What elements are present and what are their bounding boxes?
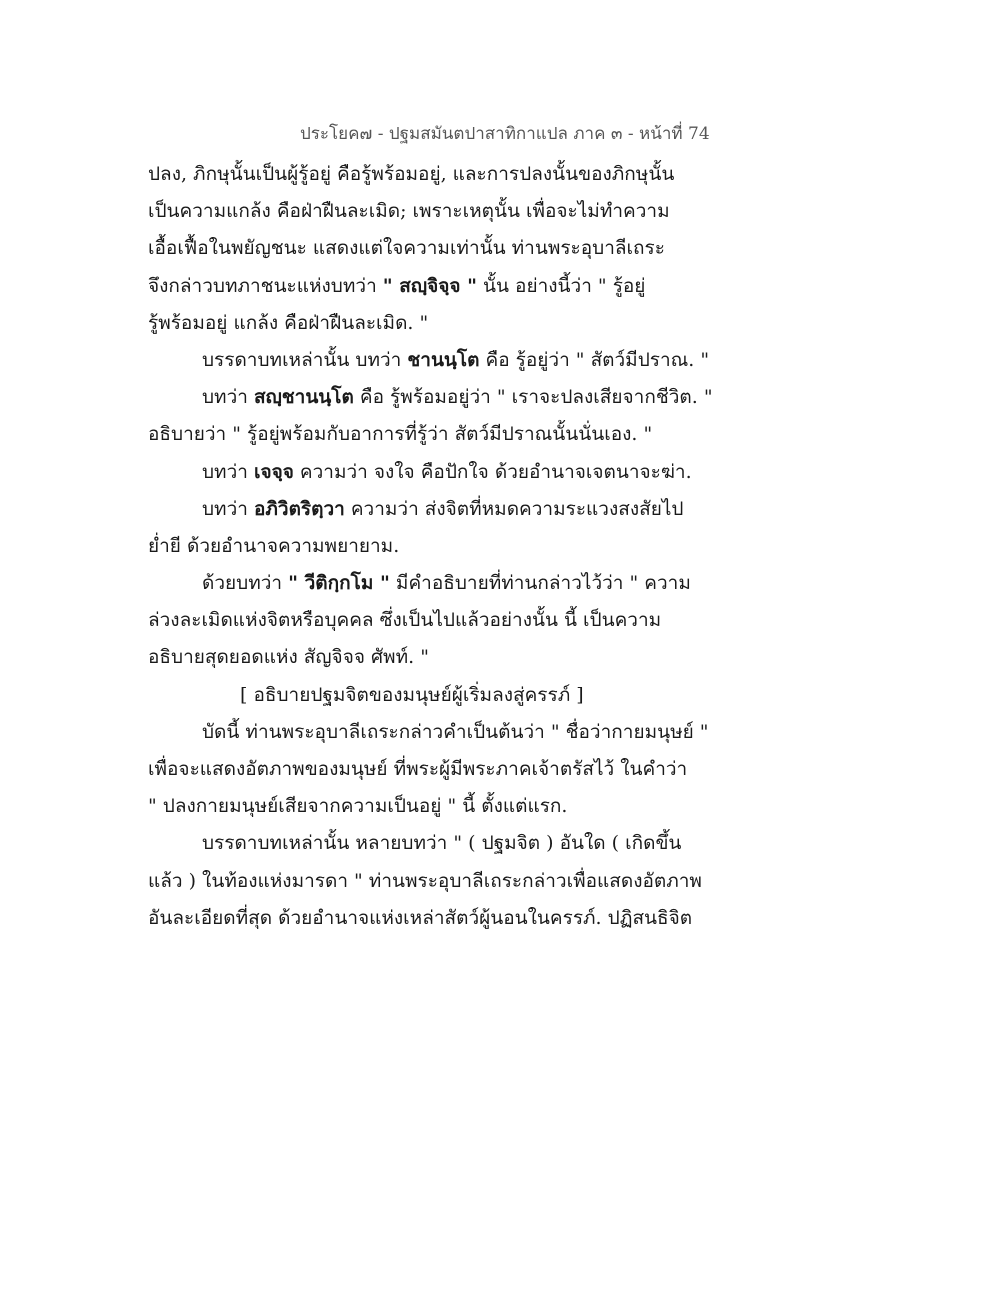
text-line <box>148 639 708 676</box>
paragraph-start-line <box>148 565 708 602</box>
text-line <box>148 268 708 305</box>
text-segment: เป็นความแกล้ง คือฝ่าฝืนละเมิด; เพราะเหตุนั้น เพื่อจะไม่ทำความ <box>148 200 670 223</box>
text-line <box>148 416 708 453</box>
text-line <box>148 193 708 230</box>
paragraph-start-line <box>148 379 713 416</box>
paragraph-start-line <box>148 825 708 862</box>
paragraph-start-line <box>148 491 708 528</box>
text-segment: เพื่อจะแสดงอัตภาพของมนุษย์ ที่พระผู้มีพระภาคเจ้าตรัสไว้ ในคำว่า <box>148 758 688 780</box>
text-segment: อันละเอียดที่สุด ด้วยอำนาจแห่งเหล่าสัตว์ผู้นอนในครรภ์. ปฏิสนธิจิต <box>148 906 693 929</box>
pali-term-bold: ชานนฺโต <box>407 348 480 371</box>
paragraph-start-line <box>148 454 708 491</box>
text-segment: บรรดาบทเหล่านั้น หลายบทว่า " ( ปฐมจิต ) อันใด ( เกิดขึ้น <box>202 832 682 855</box>
text-segment: แล้ว ) ในท้องแห่งมารดา " ท่านพระอุบาลีเถระกล่าวเพื่อแสดงอัตภาพ <box>148 869 702 892</box>
text-segment: บทว่า <box>202 497 254 520</box>
text-segment: ด้วยบทว่า <box>202 572 289 595</box>
text-segment: เอื้อเฟื้อในพยัญชนะ แสดงแต่ใจความเท่านั้น ท่านพระอุบาลีเถระ <box>148 237 665 260</box>
pali-term-bold: สญฺชานนฺโต <box>253 386 354 409</box>
text-segment: จึงกล่าวบทภาชนะแห่งบทว่า <box>148 274 383 297</box>
text-segment: รู้พร้อมอยู่ แกล้ง คือฝ่าฝืนละเมิด. " <box>148 311 429 334</box>
running-header: ประโยค๗ - ปฐมสมันตปาสาทิกาแปล ภาค ๓ - หน้าที่ 74 <box>300 124 710 144</box>
text-segment: บทว่า <box>202 386 254 409</box>
body-text <box>148 156 713 937</box>
section-heading-text: [ อธิบายปฐมจิตของมนุษย์ผู้เริ่มลงสู่ครรภ์ ] <box>240 683 584 706</box>
text-segment: " ปลงกายมนุษย์เสียจากความเป็นอยู่ " นี้ ตั้งแต่แรก. <box>148 795 568 818</box>
text-segment: ความว่า ส่งจิตที่หมดความระแวงสงสัยไป <box>344 497 684 520</box>
pali-term-bold: " สญฺจิจฺจ " <box>382 274 477 297</box>
text-segment: มีคำอธิบายที่ท่านกล่าวไว้ว่า " ความ <box>389 572 691 595</box>
paragraph-start-line <box>148 714 708 751</box>
text-segment: บัดนี้ ท่านพระอุบาลีเถระกล่าวคำเป็นต้นว่า " ชื่อว่ากายมนุษย์ " <box>202 720 709 743</box>
text-line <box>148 788 708 825</box>
text-segment: อธิบายว่า " รู้อยู่พร้อมกับอาการที่รู้ว่า สัตว์มีปราณนั้นนั่นเอง. " <box>148 423 653 446</box>
text-line <box>148 305 708 342</box>
text-segment: คือ รู้พร้อมอยู่ว่า " เราจะปลงเสียจากชีวิต. " <box>353 386 713 409</box>
text-segment: ย่ำยี ด้วยอำนาจความพยายาม. <box>148 534 400 557</box>
text-line <box>148 751 708 788</box>
pali-term-bold: อภิวิตริตฺวา <box>253 497 345 520</box>
text-line <box>148 602 708 639</box>
text-segment: บรรดาบทเหล่านั้น บทว่า <box>202 348 408 371</box>
pali-term-bold: " วีติกฺกโม " <box>288 572 390 595</box>
text-segment: ความว่า จงใจ คือปักใจ ด้วยอำนาจเจตนาจะฆ่า. <box>293 460 692 483</box>
text-segment: ปลง, ภิกษุนั้นเป็นผู้รู้อยู่ คือรู้พร้อมอยู่, และการปลงนั้นของภิกษุนั้น <box>148 163 675 185</box>
paragraph-start-line <box>148 342 708 379</box>
text-line <box>148 230 708 267</box>
text-segment: ล่วงละเมิดแห่งจิตหรือบุคคล ซึ่งเป็นไปแล้วอย่างนั้น นี้ เป็นความ <box>148 609 662 632</box>
text-segment: อธิบายสุดยอดแห่ง สัญจิจจ ศัพท์. " <box>148 646 429 669</box>
text-line <box>148 156 708 193</box>
text-segment: นั้น อย่างนี้ว่า " รู้อยู่ <box>477 274 646 297</box>
text-segment: บทว่า <box>202 460 254 483</box>
pali-term-bold: เจจฺจ <box>253 460 294 483</box>
text-line <box>148 900 708 937</box>
text-segment: คือ รู้อยู่ว่า " สัตว์มีปราณ. " <box>479 348 710 371</box>
section-heading <box>148 677 708 714</box>
text-line <box>148 863 708 900</box>
text-line <box>148 528 708 565</box>
